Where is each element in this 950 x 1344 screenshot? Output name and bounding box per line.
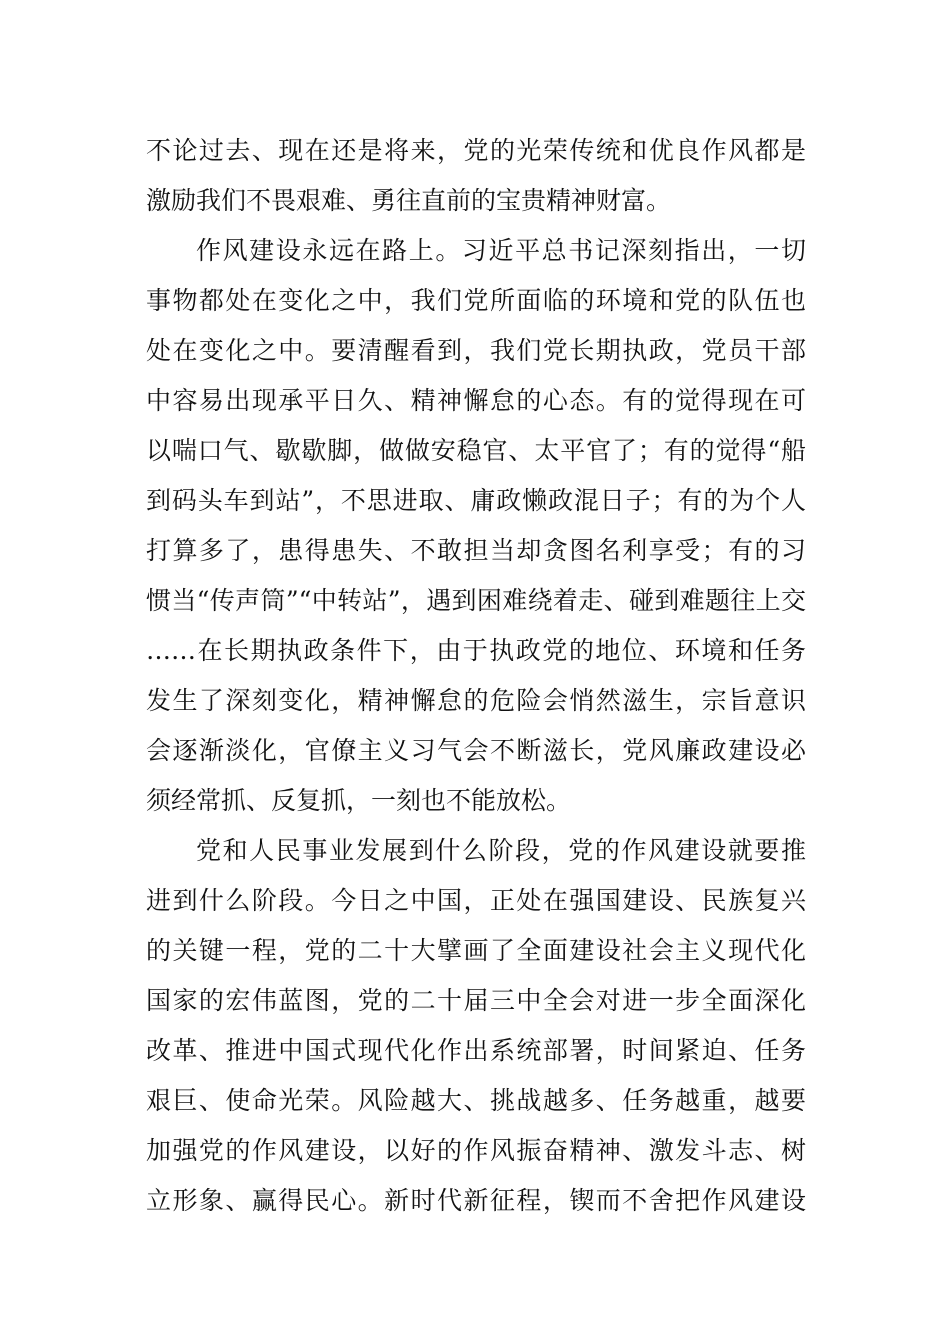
text-line: 以喘口气、歇歇脚，做做安稳官、太平官了；有的觉得“船: [146, 436, 806, 465]
text-line: 改革、推进中国式现代化作出系统部署，时间紧迫、任务: [146, 1036, 806, 1065]
text-line: 须经常抓、反复抓，一刻也不能放松。: [146, 786, 572, 815]
text-line: 到码头车到站”，不思进取、庸政懒政混日子；有的为个人: [146, 486, 806, 515]
text-line: 立形象、赢得民心。新时代新征程，锲而不舍把作风建设: [146, 1186, 806, 1215]
body-text: [146, 126, 806, 1226]
text-line: 事物都处在变化之中，我们党所面临的环境和党的队伍也: [146, 286, 806, 315]
text-line: 作风建设永远在路上。习近平总书记深刻指出，一切: [196, 236, 806, 265]
text-line: 加强党的作风建设，以好的作风振奋精神、激发斗志、树: [146, 1136, 806, 1165]
text-line: 打算多了，患得患失、不敢担当却贪图名利享受；有的习: [146, 536, 806, 565]
text-line: 发生了深刻变化，精神懈怠的危险会悄然滋生，宗旨意识: [146, 686, 806, 715]
text-line: 不论过去、现在还是将来，党的光荣传统和优良作风都是: [146, 136, 806, 165]
text-line: 处在变化之中。要清醒看到，我们党长期执政，党员干部: [146, 336, 806, 365]
text-line: 中容易出现承平日久、精神懈怠的心态。有的觉得现在可: [146, 386, 806, 415]
text-line: 进到什么阶段。今日之中国，正处在强国建设、民族复兴: [146, 886, 806, 915]
text-line: 惯当“传声筒”“中转站”，遇到困难绕着走、碰到难题往上交: [146, 586, 806, 615]
text-line: 党和人民事业发展到什么阶段，党的作风建设就要推: [196, 836, 806, 865]
text-line: 艰巨、使命光荣。风险越大、挑战越多、任务越重，越要: [146, 1086, 806, 1115]
text-line: 激励我们不畏艰难、勇往直前的宝贵精神财富。: [146, 186, 672, 215]
text-line: 的关键一程，党的二十大擘画了全面建设社会主义现代化: [146, 936, 806, 965]
text-line: 国家的宏伟蓝图，党的二十届三中全会对进一步全面深化: [146, 986, 806, 1015]
text-line: ……在长期执政条件下，由于执政党的地位、环境和任务: [146, 636, 806, 665]
text-line: 会逐渐淡化，官僚主义习气会不断滋长，党风廉政建设必: [146, 736, 806, 765]
